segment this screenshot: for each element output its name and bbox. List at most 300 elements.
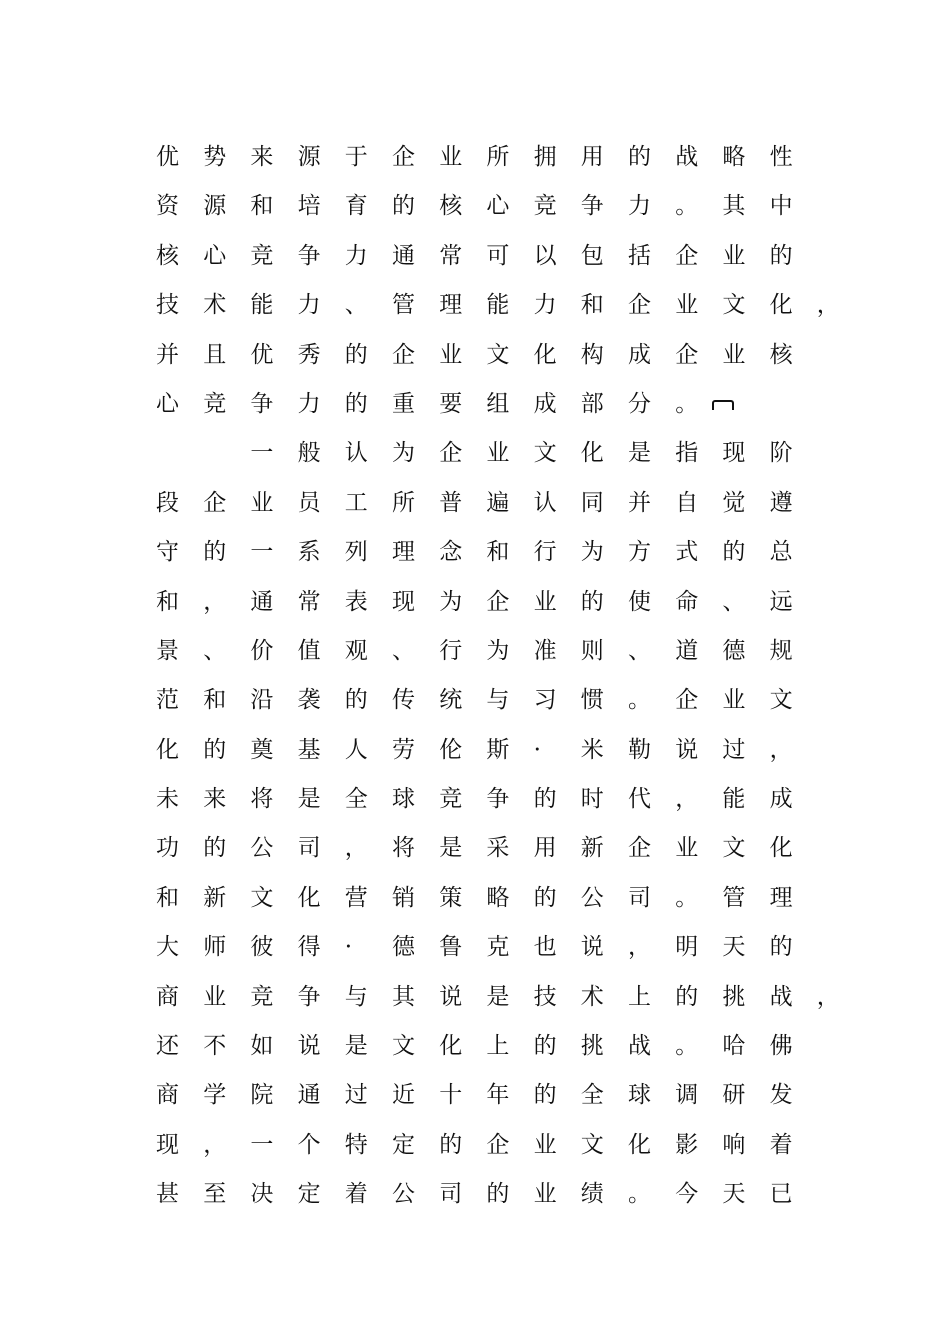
text-char: 响 — [722, 1131, 746, 1158]
text-char: 为 — [439, 588, 463, 615]
text-char: 的 — [439, 1131, 463, 1158]
text-char: 企 — [675, 341, 699, 368]
text-char: 来 — [203, 786, 227, 813]
text-char: 传 — [392, 687, 415, 714]
text-char: 德 — [722, 637, 746, 664]
text-char: 哈 — [722, 1033, 746, 1060]
text-char: 企 — [628, 835, 651, 862]
text-char: 行 — [533, 539, 557, 566]
text-char: 着 — [344, 1181, 368, 1208]
text-char: 组 — [486, 390, 510, 417]
text-char: 心 — [486, 193, 510, 220]
text-char: 学 — [203, 1082, 227, 1109]
text-char: 年 — [486, 1082, 510, 1109]
text-char: 其 — [722, 193, 746, 220]
text-char: 于 — [344, 144, 368, 170]
text-char: 销 — [392, 884, 415, 911]
text-line — [156, 973, 840, 1022]
text-char: 天 — [722, 934, 746, 961]
text-char: 司 — [297, 835, 321, 862]
text-char: 业 — [533, 1131, 557, 1158]
text-char: 影 — [675, 1131, 699, 1158]
text-char: 业 — [439, 144, 463, 170]
text-char: 用 — [580, 144, 604, 170]
text-char: 拥 — [533, 144, 557, 170]
text-char: 代 — [628, 786, 651, 813]
text-char: 的 — [769, 242, 793, 269]
text-char: 的 — [344, 341, 368, 368]
text-char: 理 — [392, 539, 415, 566]
text-char: 念 — [439, 539, 463, 566]
text-char: 新 — [580, 835, 604, 862]
text-char: 管 — [392, 292, 415, 319]
text-char: 分 — [628, 390, 651, 417]
text-char: 是 — [439, 835, 463, 862]
text-char: 统 — [439, 687, 463, 714]
text-char: 已 — [769, 1181, 793, 1208]
text-char: 功 — [156, 835, 179, 862]
text-char: 力 — [297, 292, 321, 319]
text-char: 阶 — [769, 440, 793, 467]
text-char: 沿 — [250, 687, 274, 714]
text-char: 能 — [486, 292, 510, 319]
text-char: 核 — [769, 341, 793, 368]
text-char: 可 — [486, 242, 510, 269]
text-char: 优 — [250, 341, 274, 368]
text-char: 师 — [203, 934, 227, 961]
text-char: 人 — [344, 736, 368, 763]
text-char: 企 — [486, 588, 510, 615]
text-char: 技 — [533, 983, 557, 1010]
text-char: 要 — [439, 390, 463, 417]
text-char: 争 — [297, 242, 321, 269]
text-char: 术 — [203, 292, 227, 319]
text-char: 彼 — [250, 934, 274, 961]
text-char: 竞 — [250, 983, 274, 1010]
text-char: 。 — [628, 687, 651, 714]
text-char: 不 — [203, 1033, 227, 1060]
text-char: 现 — [392, 588, 415, 615]
text-char: 挑 — [580, 1033, 604, 1060]
text-char: 战 — [628, 1033, 651, 1060]
text-char: 准 — [533, 637, 557, 664]
text-char: 理 — [439, 292, 463, 319]
text-char: 司 — [439, 1181, 463, 1208]
text-char: 文 — [533, 440, 557, 467]
text-char: 战 — [675, 144, 699, 170]
text-char: 和 — [156, 884, 179, 911]
text-char: 明 — [675, 934, 699, 961]
text-line — [156, 429, 836, 478]
text-char: 化 — [439, 1033, 463, 1060]
text-char: 袭 — [297, 687, 321, 714]
text-char: 为 — [392, 440, 415, 467]
text-char: 竞 — [250, 242, 274, 269]
text-char: 德 — [392, 934, 415, 961]
text-char: 劳 — [392, 736, 415, 763]
text-char: 通 — [250, 588, 274, 615]
text-char: 绩 — [580, 1181, 604, 1208]
text-char: 规 — [769, 637, 793, 664]
text-line — [156, 182, 836, 231]
text-char: 与 — [486, 687, 510, 714]
text-char: 定 — [297, 1181, 321, 1208]
text-char: 全 — [580, 1082, 604, 1109]
text-char: 并 — [156, 341, 179, 368]
text-char: ， — [203, 1131, 227, 1158]
text-line — [156, 1022, 836, 1071]
text-char: 表 — [344, 588, 368, 615]
text-char: 得 — [297, 934, 321, 961]
text-char: 调 — [675, 1082, 699, 1109]
text-char: 道 — [675, 637, 699, 664]
text-line — [156, 1121, 836, 1170]
text-char: 。 — [675, 1033, 699, 1060]
text-char: 、 — [392, 637, 415, 664]
text-char: 上 — [486, 1033, 510, 1060]
text-char: 业 — [439, 341, 463, 368]
text-char: 成 — [628, 341, 651, 368]
text-char: 企 — [486, 1131, 510, 1158]
text-char: 遍 — [486, 489, 510, 516]
text-char: 采 — [486, 835, 510, 862]
text-char: 一 — [250, 440, 274, 467]
text-char: 技 — [156, 292, 179, 319]
text-char: 是 — [344, 1033, 368, 1060]
text-char: 营 — [344, 884, 368, 911]
text-char: 天 — [722, 1181, 746, 1208]
text-char: 至 — [203, 1181, 227, 1208]
text-line — [156, 1071, 836, 1120]
text-char: 的 — [533, 1033, 557, 1060]
text-char: 员 — [297, 489, 321, 516]
text-char: 院 — [250, 1082, 274, 1109]
text-char: 个 — [297, 1131, 321, 1158]
text-char: 是 — [486, 983, 510, 1010]
text-char: 同 — [580, 489, 604, 516]
text-char: 惯 — [580, 687, 604, 714]
text-char: 力 — [533, 292, 557, 319]
text-char: 和 — [203, 687, 227, 714]
text-char: 时 — [580, 786, 604, 813]
text-char: 是 — [628, 440, 651, 467]
text-char: 力 — [297, 390, 321, 417]
text-char: 包 — [580, 242, 604, 269]
text-char: 斯 — [486, 736, 510, 763]
text-char: 业 — [533, 588, 557, 615]
text-char: ， — [675, 786, 699, 813]
text-char: 重 — [392, 390, 415, 417]
text-char: 力 — [628, 193, 651, 220]
text-line — [156, 824, 836, 873]
text-char: 业 — [203, 983, 227, 1010]
text-char: 企 — [439, 440, 463, 467]
text-char: 的 — [533, 884, 557, 911]
text-char: ， — [816, 983, 840, 1010]
text-char: 括 — [628, 242, 651, 269]
text-char: 企 — [203, 489, 227, 516]
text-char: 奠 — [250, 736, 274, 763]
text-char: 总 — [769, 539, 793, 566]
text-char: 竞 — [533, 193, 557, 220]
text-char: 景 — [156, 637, 179, 664]
text-char: 上 — [628, 983, 651, 1010]
text-char: 。 — [675, 884, 699, 911]
text-char: 列 — [344, 539, 368, 566]
text-char: 企 — [628, 292, 651, 319]
text-char: · — [533, 736, 541, 763]
text-char: 常 — [297, 588, 321, 615]
text-char: ， — [203, 588, 227, 615]
text-char: 育 — [344, 193, 368, 220]
text-char: 全 — [344, 786, 368, 813]
text-char: 公 — [580, 884, 604, 911]
text-char: 的 — [344, 390, 368, 417]
bracket-mark-icon — [712, 400, 734, 410]
text-char: 使 — [628, 588, 651, 615]
text-char: 能 — [250, 292, 274, 319]
text-char: ， — [628, 934, 651, 961]
text-char: 文 — [486, 341, 510, 368]
text-char: 鲁 — [439, 934, 463, 961]
text-line — [156, 726, 836, 775]
text-char: 和 — [250, 193, 274, 220]
text-char: 文 — [250, 884, 274, 911]
text-char: 甚 — [156, 1181, 179, 1208]
text-char: 是 — [297, 786, 321, 813]
text-char: 为 — [486, 637, 510, 664]
text-char: 所 — [392, 489, 415, 516]
text-char: 行 — [439, 637, 463, 664]
text-char: 如 — [250, 1033, 274, 1060]
text-char: 业 — [722, 242, 746, 269]
text-line — [156, 676, 836, 725]
text-char: 文 — [722, 835, 746, 862]
text-char: 文 — [392, 1033, 415, 1060]
text-char: 的 — [533, 786, 557, 813]
text-char: 和 — [580, 292, 604, 319]
text-line — [156, 874, 836, 923]
text-char: 球 — [628, 1082, 651, 1109]
text-char: 心 — [203, 242, 227, 269]
text-char: 、 — [344, 292, 368, 319]
text-char: 和 — [156, 588, 179, 615]
text-char: 公 — [250, 835, 274, 862]
text-char: 说 — [439, 983, 463, 1010]
text-char: 业 — [486, 440, 510, 467]
text-char: · — [344, 934, 353, 961]
text-char: 普 — [439, 489, 463, 516]
text-char: 过 — [722, 736, 746, 763]
text-char: 新 — [203, 884, 227, 911]
text-char: 十 — [439, 1082, 463, 1109]
text-char: 着 — [769, 1131, 793, 1158]
text-char: 争 — [486, 786, 510, 813]
text-char: 司 — [628, 884, 651, 911]
text-char: 业 — [675, 835, 699, 862]
text-char: 化 — [533, 341, 557, 368]
text-char: 、 — [722, 588, 746, 615]
text-char: 核 — [156, 242, 179, 269]
text-char: 秀 — [297, 341, 321, 368]
text-char: 部 — [580, 390, 604, 417]
text-char: 段 — [156, 489, 179, 516]
text-char: 范 — [156, 687, 179, 714]
text-char: 也 — [533, 934, 557, 961]
text-char: 观 — [344, 637, 368, 664]
text-char: 源 — [297, 144, 321, 170]
text-char: 略 — [722, 144, 746, 170]
text-char: 且 — [203, 341, 227, 368]
text-char: 源 — [203, 193, 227, 220]
text-char: 。 — [675, 193, 699, 220]
text-char: 佛 — [769, 1033, 793, 1060]
text-char: 企 — [675, 242, 699, 269]
text-char: 远 — [769, 588, 793, 615]
text-char: 业 — [250, 489, 274, 516]
text-char: 的 — [675, 983, 699, 1010]
text-char: 文 — [769, 687, 793, 714]
text-char: 战 — [769, 983, 793, 1010]
text-char: 定 — [392, 1131, 415, 1158]
text-char: 理 — [769, 884, 793, 911]
text-line — [156, 133, 836, 182]
text-char: 通 — [392, 242, 415, 269]
text-char: 方 — [628, 539, 651, 566]
text-char: 克 — [486, 934, 510, 961]
text-char: 守 — [156, 539, 179, 566]
text-char: 业 — [533, 1181, 557, 1208]
text-char: 化 — [769, 835, 793, 862]
text-char: 资 — [156, 193, 179, 220]
text-char: 说 — [580, 934, 604, 961]
text-char: 业 — [675, 292, 699, 319]
text-char: 化 — [156, 736, 179, 763]
text-char: 通 — [297, 1082, 321, 1109]
text-char: 化 — [297, 884, 321, 911]
text-char: 优 — [156, 144, 179, 170]
text-char: 现 — [156, 1131, 179, 1158]
text-char: 力 — [344, 242, 368, 269]
text-char: 文 — [580, 1131, 604, 1158]
text-char: 成 — [533, 390, 557, 417]
text-char: 商 — [156, 1082, 179, 1109]
text-char: 商 — [156, 983, 179, 1010]
text-char: 竞 — [439, 786, 463, 813]
text-char: 文 — [722, 292, 746, 319]
text-char: 常 — [439, 242, 463, 269]
text-char: 竞 — [203, 390, 227, 417]
text-char: 管 — [722, 884, 746, 911]
text-char: 策 — [439, 884, 463, 911]
text-char: 将 — [392, 835, 415, 862]
text-char: 勒 — [628, 736, 651, 763]
text-char: 的 — [344, 687, 368, 714]
text-char: 发 — [769, 1082, 793, 1109]
text-char: 和 — [486, 539, 510, 566]
text-char: 来 — [250, 144, 274, 170]
text-line — [156, 923, 836, 972]
text-char: 近 — [392, 1082, 415, 1109]
text-char: 挑 — [722, 983, 746, 1010]
text-char: 核 — [439, 193, 463, 220]
text-line — [156, 528, 836, 577]
text-char: 未 — [156, 786, 179, 813]
text-char: 研 — [722, 1082, 746, 1109]
text-char: 还 — [156, 1033, 179, 1060]
text-char: 般 — [297, 440, 321, 467]
text-line — [156, 331, 836, 380]
text-char: ， — [816, 292, 840, 319]
text-char: 略 — [486, 884, 510, 911]
text-char: 心 — [156, 390, 179, 417]
text-char: 值 — [297, 637, 321, 664]
text-char: 觉 — [722, 489, 746, 516]
text-char: 式 — [675, 539, 699, 566]
text-char: 伦 — [439, 736, 463, 763]
text-line — [156, 232, 836, 281]
text-char: 性 — [769, 144, 793, 170]
text-char: 说 — [297, 1033, 321, 1060]
text-char: 工 — [344, 489, 368, 516]
text-char: 认 — [344, 440, 368, 467]
text-char: 的 — [203, 736, 227, 763]
text-line — [156, 578, 836, 627]
text-char: 系 — [297, 539, 321, 566]
text-char: 企 — [392, 144, 415, 170]
text-char: 、 — [203, 637, 227, 664]
text-char: 球 — [392, 786, 415, 813]
text-char: 的 — [628, 144, 651, 170]
text-char: 化 — [769, 292, 793, 319]
text-char: 的 — [203, 539, 227, 566]
text-char: ， — [769, 736, 793, 763]
text-char: 构 — [580, 341, 604, 368]
text-char: 争 — [297, 983, 321, 1010]
text-char: 一 — [250, 1131, 274, 1158]
text-char: 为 — [580, 539, 604, 566]
text-char: 习 — [533, 687, 557, 714]
text-char: 认 — [533, 489, 557, 516]
text-char: 的 — [203, 835, 227, 862]
text-char: 决 — [250, 1181, 274, 1208]
text-char: 争 — [250, 390, 274, 417]
text-line — [156, 1170, 836, 1219]
text-char: 的 — [392, 193, 415, 220]
text-char: 今 — [675, 1181, 699, 1208]
text-char: 过 — [344, 1082, 368, 1109]
text-char: 将 — [250, 786, 274, 813]
text-char: 。 — [675, 390, 699, 417]
text-char: 公 — [392, 1181, 415, 1208]
text-char: 遵 — [769, 489, 793, 516]
text-char: 以 — [533, 242, 557, 269]
text-line — [156, 627, 836, 676]
text-char: 化 — [580, 440, 604, 467]
text-char: 现 — [722, 440, 746, 467]
text-char: 的 — [769, 934, 793, 961]
text-char: 米 — [580, 736, 604, 763]
text-char: 业 — [722, 341, 746, 368]
text-char: 并 — [628, 489, 651, 516]
text-char: 用 — [533, 835, 557, 862]
text-line — [156, 281, 840, 330]
text-char: 势 — [203, 144, 227, 170]
text-char: 的 — [486, 1181, 510, 1208]
text-char: 成 — [769, 786, 793, 813]
text-char: 其 — [392, 983, 415, 1010]
text-char: 培 — [297, 193, 321, 220]
